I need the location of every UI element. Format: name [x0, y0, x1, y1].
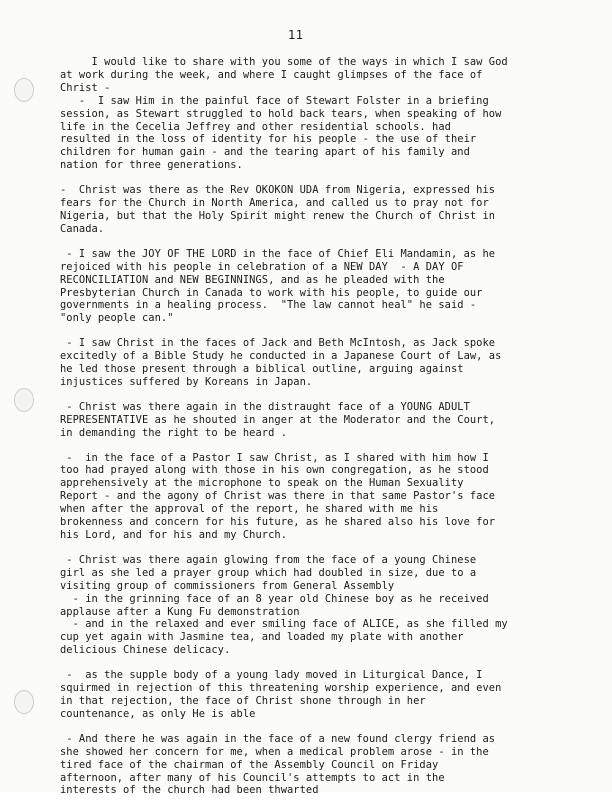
text-line: children for human gain - and the tearing apart of his family and	[60, 146, 470, 159]
text-line: - Christ was there again glowing from the face of a young Chinese	[60, 553, 477, 566]
paragraph	[60, 248, 600, 325]
text-line: apprehensively at the microphone to speak on the Human Sexuality	[60, 477, 464, 490]
page-number: 11	[288, 28, 304, 42]
paragraph	[60, 401, 600, 440]
text-line: "only people can."	[60, 312, 174, 325]
text-line: in demanding the right to be heard .	[60, 426, 288, 439]
paragraph	[60, 733, 600, 798]
text-line: delicious Chinese delicacy.	[60, 644, 231, 657]
text-line: Nigeria, but that the Holy Spirit might renew the Church of Christ in	[60, 209, 496, 222]
text-line: too had prayed along with those in his own congregation, as he stood	[60, 464, 489, 477]
text-line: tired face of the chairman of the Assembly Council on Friday	[60, 758, 439, 771]
text-line: interests of the church had been thwarted	[60, 784, 319, 797]
text-line: afternoon, after many of his Council's attempts to act in the	[60, 771, 445, 784]
paragraph	[60, 554, 600, 657]
text-line: applause after a Kung Fu demonstration	[60, 605, 300, 618]
text-line: Presbyterian Church in Canada to work with his people, to guide our	[60, 286, 483, 299]
text-line: RECONCILIATION and NEW BEGINNINGS, and as he pleaded with the	[60, 273, 445, 286]
paragraph	[60, 452, 600, 542]
text-line: countenance, as only He is able	[60, 707, 256, 720]
binder-hole	[14, 78, 34, 102]
text-line: excitedly of a Bible Study he conducted in a Japanese Court of Law, as	[60, 350, 502, 363]
text-line: rejoiced with his people in celebration of a NEW DAY - A DAY OF	[60, 260, 464, 273]
text-line: Christ -	[60, 81, 111, 94]
text-line: his Lord, and for his and my Church.	[60, 529, 288, 541]
paragraph	[60, 337, 600, 389]
text-line: REPRESENTATIVE as he shouted in anger at the Moderator and the Court,	[60, 413, 496, 426]
binder-hole	[14, 690, 34, 714]
text-line: - I saw Christ in the faces of Jack and Beth McIntosh, as Jack spoke	[60, 337, 496, 350]
text-line: nation for three generations.	[60, 159, 243, 172]
text-line: girl as she led a prayer group which had doubled in size, due to a	[60, 566, 477, 579]
text-line: - and in the relaxed and ever smiling face of ALICE, as she filled my	[60, 618, 508, 631]
text-line: - as the supple body of a young lady moved in Liturgical Dance, I	[60, 669, 483, 682]
paragraph	[60, 184, 600, 236]
text-line: in that rejection, the face of Christ shone through in her	[60, 694, 426, 707]
text-line: - in the face of a Pastor I saw Christ, as I shared with him how I	[60, 451, 489, 464]
text-line: at work during the week, and where I caught glimpses of the face of	[60, 68, 483, 81]
text-line: cup yet again with Jasmine tea, and loaded my plate with another	[60, 631, 464, 644]
text-line: - I saw Him in the painful face of Stewart Folster in a briefing	[60, 94, 489, 107]
text-line: Canada.	[60, 222, 105, 235]
text-line: injustices suffered by Koreans in Japan.	[60, 375, 313, 388]
text-line: life in the Cecelia Jeffrey and other residential schools. had	[60, 120, 451, 133]
text-line: when after the approval of the report, he shared with me his	[60, 503, 439, 516]
text-line: - I saw the JOY OF THE LORD in the face of Chief Eli Mandamin, as he	[60, 247, 496, 260]
text-line: - in the grinning face of an 8 year old Chinese boy as he received	[60, 592, 489, 605]
text-line: session, as Stewart struggled to hold back tears, when speaking of how	[60, 107, 502, 120]
text-line: resulted in the loss of identity for his people - the use of their	[60, 133, 477, 146]
text-line: he led those present through a biblical outline, arguing against	[60, 363, 464, 376]
text-line: - Christ was there as the Rev OKOKON UDA from Nigeria, expressed his	[60, 184, 496, 197]
text-line: - And there he was again in the face of a new found clergy friend as	[60, 732, 496, 745]
text-line: governments in a healing process. "The law cannot heal" he said -	[60, 299, 477, 312]
text-line: visiting group of commissioners from General Assembly	[60, 579, 395, 592]
paragraph	[60, 56, 600, 172]
text-line: she showed her concern for me, when a medical problem arose - in the	[60, 745, 489, 758]
paragraph	[60, 669, 600, 721]
text-line: fears for the Church in North America, and called us to pray not for	[60, 197, 489, 210]
text-line: I would like to share with you some of the ways in which I saw God	[60, 56, 508, 68]
binder-hole	[14, 388, 34, 412]
text-line: - Christ was there again in the distraught face of a YOUNG ADULT	[60, 400, 470, 413]
text-line: Report - and the agony of Christ was there in that same Pastor's face	[60, 490, 496, 503]
text-line: brokenness and concern for his future, as he shared also his love for	[60, 516, 496, 529]
text-line: squirmed in rejection of this threatening worship experience, and even	[60, 682, 502, 695]
document-body	[60, 56, 600, 809]
